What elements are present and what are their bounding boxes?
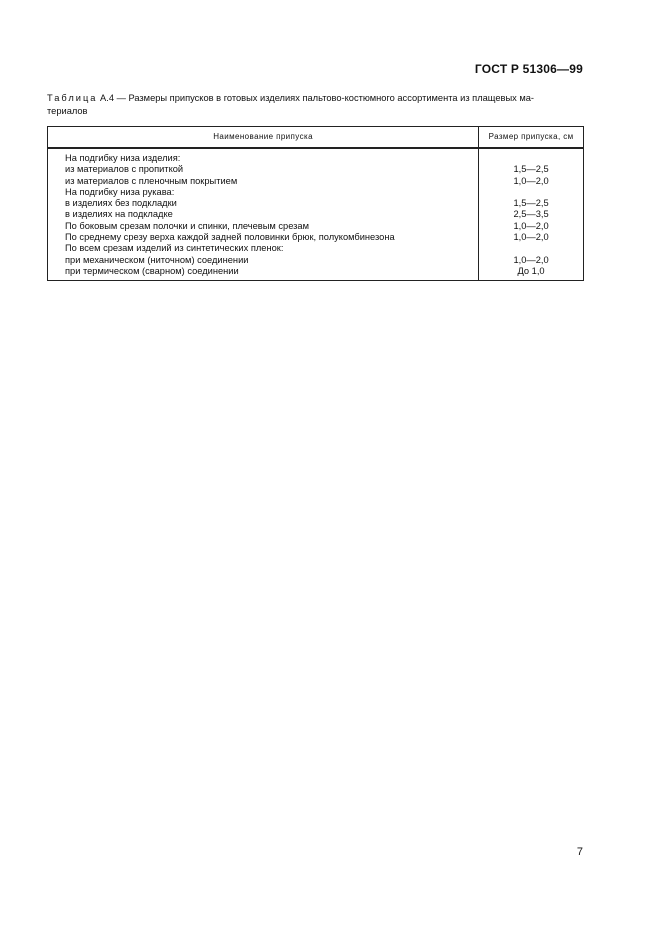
allowance-name: На подгибку низа изделия:	[48, 148, 479, 164]
table-row	[48, 266, 584, 281]
allowance-size	[479, 243, 584, 254]
table-row	[48, 243, 584, 254]
allowance-name: По боковым срезам полочки и спинки, плечевым срезам	[48, 221, 479, 232]
allowance-size: 2,5—3,5	[479, 209, 584, 220]
column-header-size: Размер припуска, см	[479, 127, 584, 149]
allowance-size: 1,0—2,0	[479, 221, 584, 232]
allowance-size	[479, 148, 584, 164]
allowance-name: в изделиях без подкладки	[48, 198, 479, 209]
table-header-row	[48, 127, 584, 149]
allowance-name: в изделиях на подкладке	[48, 209, 479, 220]
allowance-size	[479, 187, 584, 198]
allowance-size: 1,5—2,5	[479, 164, 584, 175]
table-caption	[47, 92, 587, 118]
table-row	[48, 198, 584, 209]
allowance-name: На подгибку низа рукава:	[48, 187, 479, 198]
table-row	[48, 232, 584, 243]
table-row	[48, 221, 584, 232]
table-row	[48, 255, 584, 266]
table-caption-text: А.4 — Размеры припусков в готовых изделиях пальтово-костюмного ассортимента из плащевых ма-	[100, 93, 535, 103]
table-caption-text-continued: териалов	[47, 106, 88, 116]
table-row	[48, 209, 584, 220]
allowance-size: 1,0—2,0	[479, 176, 584, 187]
document-code: ГОСТ Р 51306—99	[474, 62, 583, 76]
table-row	[48, 187, 584, 198]
allowance-name: По среднему срезу верха каждой задней половинки брюк, полукомбинезона	[48, 232, 479, 243]
allowance-name: при термическом (сварном) соединении	[48, 266, 479, 281]
table-row	[48, 176, 584, 187]
allowance-name: при механическом (ниточном) соединении	[48, 255, 479, 266]
table-caption-lead: Таблица	[47, 93, 98, 103]
allowance-size: 1,0—2,0	[479, 255, 584, 266]
allowance-size: 1,5—2,5	[479, 198, 584, 209]
allowances-table	[47, 126, 584, 281]
table-row	[48, 164, 584, 175]
allowance-name: По всем срезам изделий из синтетических пленок:	[48, 243, 479, 254]
column-header-name: Наименование припуска	[48, 127, 479, 149]
allowance-size: 1,0—2,0	[479, 232, 584, 243]
table-row	[48, 148, 584, 164]
allowance-name: из материалов с пропиткой	[48, 164, 479, 175]
allowance-size: До 1,0	[479, 266, 584, 281]
allowance-name: из материалов с пленочным покрытием	[48, 176, 479, 187]
page-number: 7	[576, 846, 583, 858]
